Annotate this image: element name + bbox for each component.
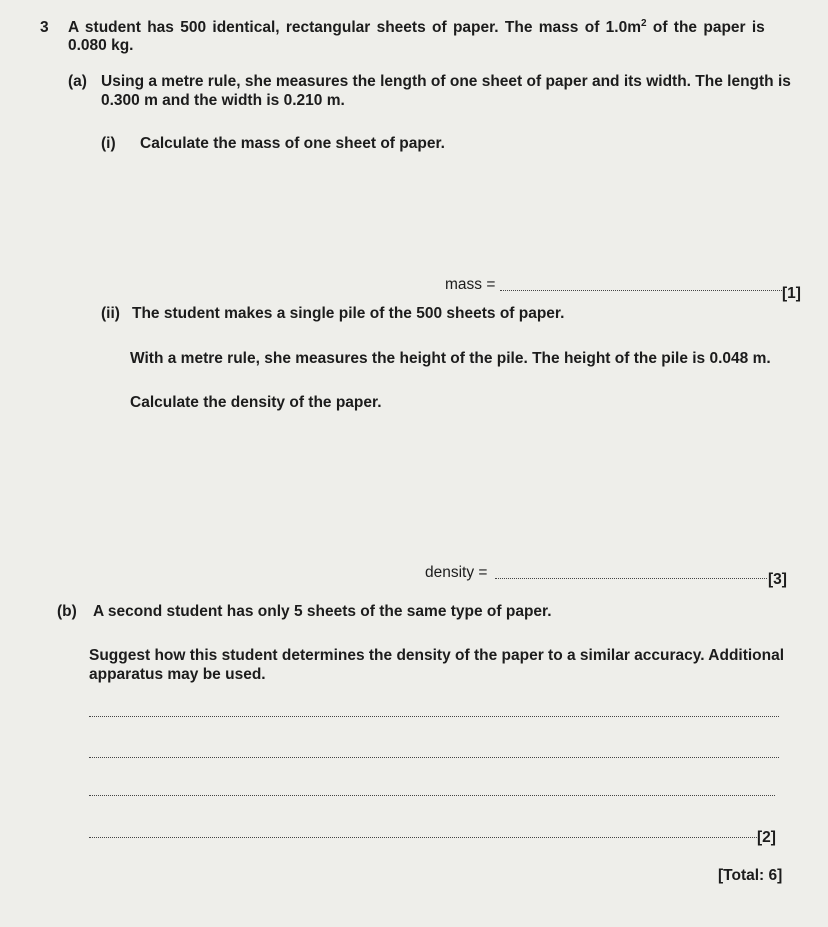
answer-line-2[interactable] (89, 757, 779, 758)
question-number: 3 (40, 19, 49, 36)
mass-answer-label: mass = (445, 276, 496, 293)
density-marks: [3] (768, 571, 787, 588)
part-a-label: (a) (68, 73, 87, 90)
question-intro-line1 (68, 19, 765, 37)
intro-superscript: 2 (641, 17, 647, 29)
answer-line-3[interactable] (89, 795, 775, 796)
sub-i-text: Calculate the mass of one sheet of paper. (140, 135, 445, 152)
answer-line-1[interactable] (89, 716, 779, 717)
intro-text-end: of the paper is (646, 19, 765, 36)
mass-marks: [1] (782, 285, 801, 302)
part-b-marks: [2] (757, 829, 776, 846)
part-b-label: (b) (57, 603, 77, 620)
sub-ii-label: (ii) (101, 305, 120, 322)
density-answer-line[interactable] (495, 578, 767, 579)
part-b-text2-line1: Suggest how this student determines the density of the paper to a similar accuracy. Additional (89, 647, 785, 664)
intro-text-start: A student has 500 identical, rectangular sheets of paper. The mass of 1.0m (68, 19, 641, 36)
answer-line-4[interactable] (89, 837, 757, 838)
question-intro-line2: 0.080 kg. (68, 37, 134, 54)
sub-ii-text3: Calculate the density of the paper. (130, 394, 382, 411)
part-b-text2-line2: apparatus may be used. (89, 666, 266, 683)
part-a-text-line2: 0.300 m and the width is 0.210 m. (101, 92, 345, 109)
sub-i-label: (i) (101, 135, 116, 152)
sub-ii-text1: The student makes a single pile of the 500 sheets of paper. (132, 305, 565, 322)
sub-ii-text2: With a metre rule, she measures the height of the pile. The height of the pile is 0.048 m. (130, 350, 771, 367)
total-marks: [Total: 6] (718, 867, 783, 884)
density-answer-label: density = (425, 564, 488, 581)
part-b-text1: A second student has only 5 sheets of the same type of paper. (93, 603, 552, 620)
part-a-text-line1: Using a metre rule, she measures the length of one sheet of paper and its width. The length is (101, 73, 791, 90)
mass-answer-line[interactable] (500, 290, 782, 291)
